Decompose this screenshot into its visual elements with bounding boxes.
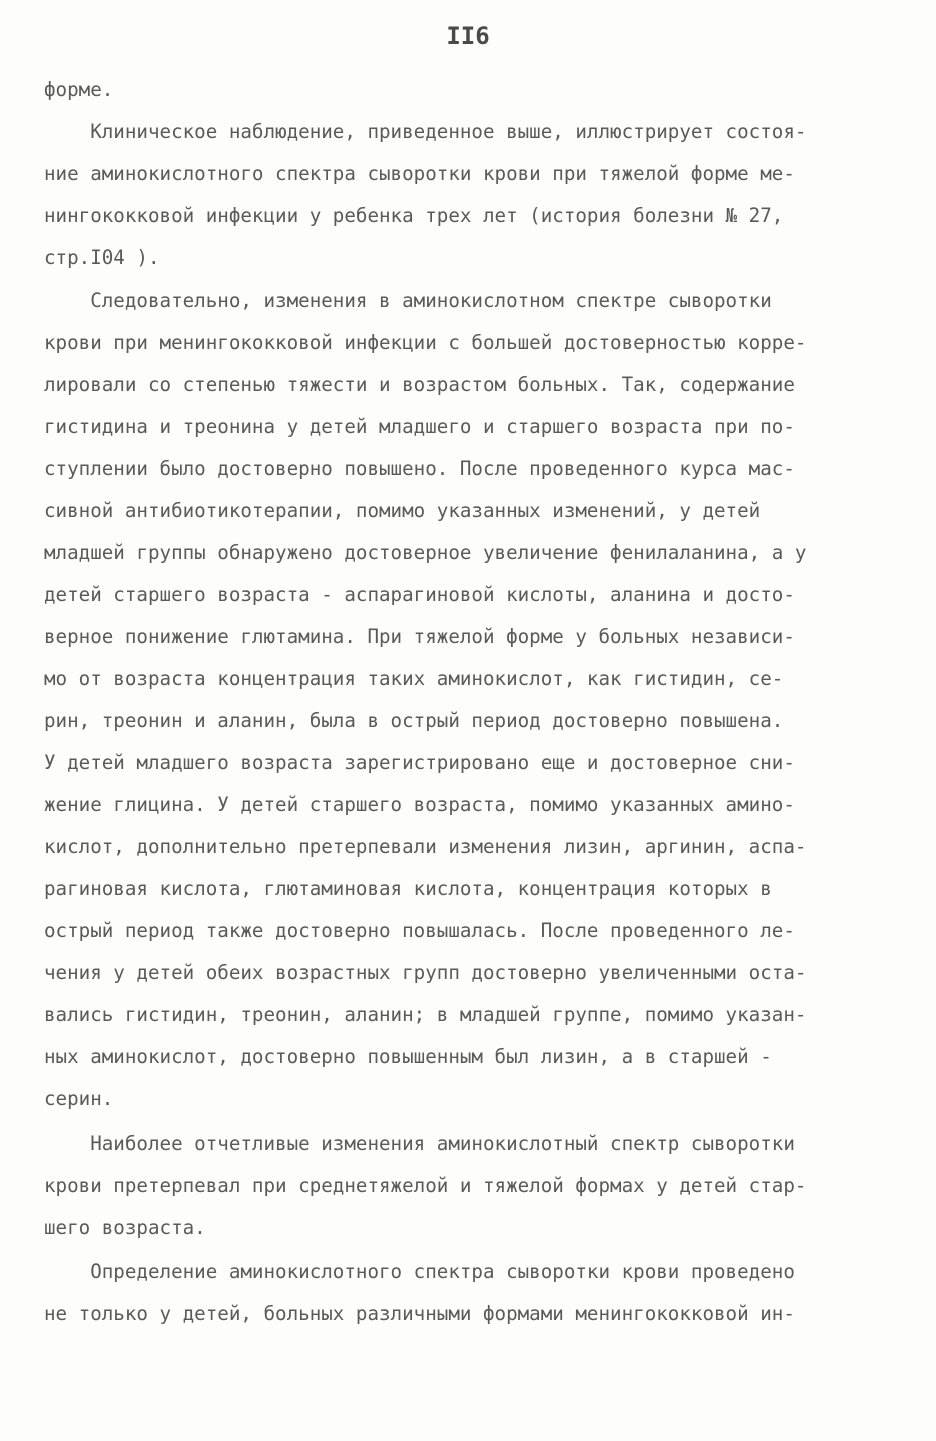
text-line: кислот, дополнительно претерпевали изменения лизин, аргинин, аспа- [44, 835, 807, 858]
text-line: Определение аминокислотного спектра сыворотки крови проведено [44, 1260, 795, 1283]
text-line: мо от возраста концентрация таких аминокислот, как гистидин, се- [44, 667, 784, 690]
text-line: не только у детей, больных различными формами менингококковой ин- [44, 1302, 795, 1325]
text-line: ние аминокислотного спектра сыворотки крови при тяжелой форме ме- [44, 162, 795, 185]
text-line: острый период также достоверно повышалась. После проведенного ле- [44, 919, 795, 942]
text-line: детей старшего возраста - аспарагиновой кислоты, аланина и досто- [44, 583, 795, 606]
text-line: крови претерпевал при среднетяжелой и тяжелой формах у детей стар- [44, 1174, 807, 1197]
text-line: младшей группы обнаружено достоверное увеличение фенилаланина, а у [44, 541, 807, 564]
text-line: рин, треонин и аланин, была в острый период достоверно повышена. [44, 709, 784, 732]
page-number: II6 [446, 22, 490, 50]
text-line: Следовательно, изменения в аминокислотном спектре сыворотки [44, 289, 772, 312]
text-line: стр.I04 ). [44, 246, 160, 269]
text-line: нингококковой инфекции у ребенка трех лет (история болезни № 27, [44, 204, 784, 227]
text-line: Наиболее отчетливые изменения аминокислотный спектр сыворотки [44, 1132, 795, 1155]
text-line: шего возраста. [44, 1216, 206, 1239]
text-line: гистидина и треонина у детей младшего и старшего возраста при по- [44, 415, 795, 438]
text-line: вались гистидин, треонин, аланин; в младшей группе, помимо указан- [44, 1003, 807, 1026]
text-line: лировали со степенью тяжести и возрастом больных. Так, содержание [44, 373, 795, 396]
text-line: ступлении было достоверно повышено. После проведенного курса мас- [44, 457, 795, 480]
text-line: серин. [44, 1087, 114, 1110]
text-line: форме. [44, 78, 114, 101]
text-line: верное понижение глютамина. При тяжелой форме у больных независи- [44, 625, 795, 648]
text-line: крови при менингококковой инфекции с большей достоверностью корре- [44, 331, 807, 354]
text-line: сивной антибиотикотерапии, помимо указанных изменений, у детей [44, 499, 761, 522]
text-line: ных аминокислот, достоверно повышенным был лизин, а в старшей - [44, 1045, 772, 1068]
text-line: Клиническое наблюдение, приведенное выше, иллюстрирует состоя- [44, 120, 807, 143]
text-line: рагиновая кислота, глютаминовая кислота, концентрация которых в [44, 877, 772, 900]
text-line: чения у детей обеих возрастных групп достоверно увеличенными оста- [44, 961, 807, 984]
text-line: жение глицина. У детей старшего возраста, помимо указанных амино- [44, 793, 795, 816]
text-line: У детей младшего возраста зарегистрировано еще и достоверное сни- [44, 751, 795, 774]
